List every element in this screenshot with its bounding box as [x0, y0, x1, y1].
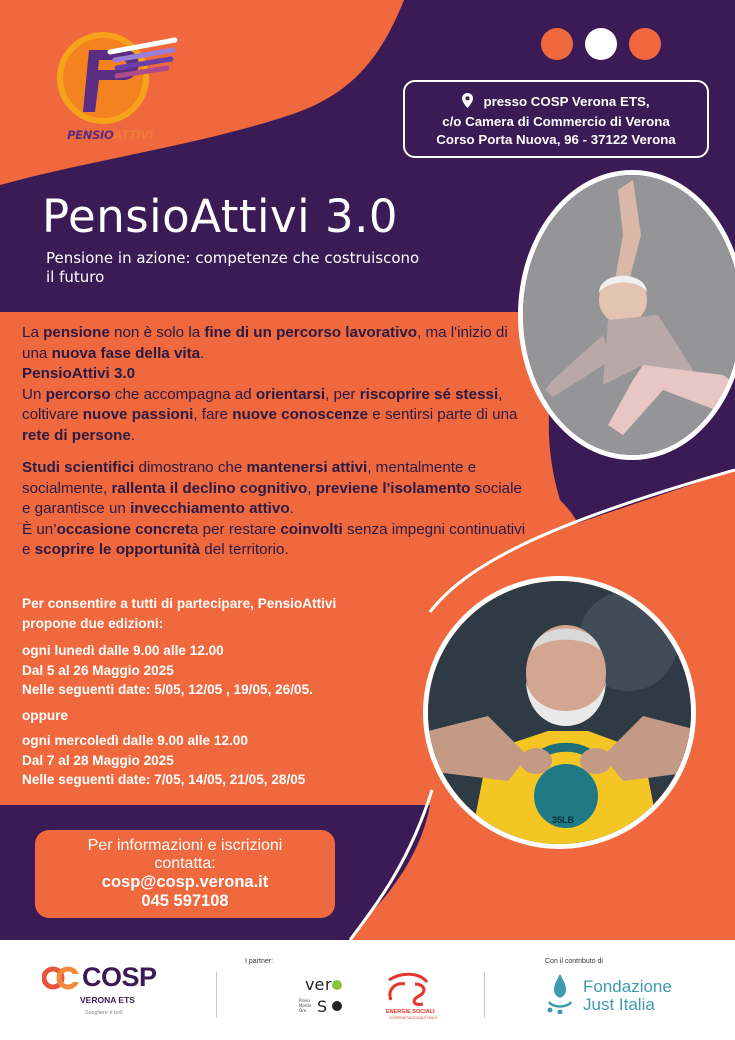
p3-segment: , coltivare	[22, 385, 503, 423]
p1-segment: non è solo la	[109, 324, 205, 341]
p3-segment: .	[130, 426, 136, 444]
svg-text:S: S	[317, 997, 328, 1016]
contact-line-2: contatta:	[154, 855, 216, 872]
p1-segment: nuova fase della vita	[51, 344, 201, 362]
p5-segment: occasione concret	[56, 520, 190, 538]
orange-dot	[629, 28, 661, 60]
p4-segment: .	[289, 500, 294, 517]
address-line-3: Corso Porta Nuova, 96 - 37122 Verona	[436, 132, 676, 147]
address-line-2: c/o Camera di Commercio di Verona	[442, 114, 670, 129]
photo-kettlebell-man	[423, 576, 696, 849]
address-box	[403, 80, 709, 158]
white-dot	[585, 28, 617, 60]
page-subtitle: Pensione in azione: competenze che costruiscono il futuro	[46, 249, 420, 286]
paragraph-title	[22, 364, 532, 385]
fondazione-icon	[545, 972, 575, 1018]
svg-text:COOPERATIVA SOCIALE ONLUS: COOPERATIVA SOCIALE ONLUS	[389, 1016, 437, 1020]
energie-sociali-logo	[381, 970, 437, 1020]
p4-segment: Studi scientifici	[22, 459, 135, 476]
p3-segment: orientarsi	[255, 385, 326, 403]
p4-segment: sociale e garantisce un	[22, 479, 522, 517]
verso-logo	[297, 970, 349, 1020]
p1-segment: pensione	[43, 324, 110, 341]
orange-dot	[541, 28, 573, 60]
partners-label: I partner:	[245, 958, 274, 965]
editions-intro-2: propone due edizioni:	[22, 615, 164, 631]
edition-2-day: ogni mercoledì dalle 9.00 alle 12.00	[22, 733, 248, 748]
p3-segment: riscoprire sé stessi	[359, 385, 499, 403]
p4-segment: invecchiamento attivo	[130, 500, 290, 517]
p3-segment: e sentirsi parte di una	[368, 406, 518, 423]
edition-2-range: Dal 7 al 28 Maggio 2025	[22, 752, 174, 768]
contact-email-link[interactable]: cosp@cosp.verona.it	[101, 873, 269, 891]
p3-segment: che accompagna ad	[110, 385, 256, 403]
p4-segment: rallenta il declino cognitivo	[111, 479, 308, 497]
paragraph-pensione	[22, 323, 532, 364]
photo-yoga-woman	[518, 170, 735, 460]
edition-1-dates: Nelle seguenti date: 5/05, 12/05 , 19/05, 26/05.	[22, 682, 313, 697]
editions-block	[22, 594, 442, 790]
address-line-1: presso COSP Verona ETS,	[483, 94, 650, 109]
svg-text:ve: ve	[305, 975, 325, 994]
p1-segment: , ma l'inizio di una	[22, 324, 508, 362]
contact-phone[interactable]: 045 597108	[141, 892, 229, 910]
p5-segment: coinvolti	[280, 520, 343, 538]
editions-oppure: oppure	[22, 707, 69, 723]
svg-text:Piano: Piano	[299, 998, 310, 1003]
map-pin-icon	[462, 93, 473, 113]
p3-segment: nuove passioni	[82, 406, 194, 423]
p1-segment: La	[22, 324, 44, 341]
logo-wordmark: PENSIOATTIVI	[67, 128, 153, 142]
paragraph-percorso	[22, 385, 532, 447]
paragraph-studi	[22, 458, 532, 520]
footer	[0, 940, 735, 1040]
p3-segment: Un	[22, 385, 46, 403]
svg-text:r: r	[325, 975, 332, 994]
edition-2-dates: Nelle seguenti date: 7/05, 14/05, 21/05, 28/05	[22, 772, 306, 787]
p5-segment: del territorio.	[200, 541, 289, 558]
p1-segment: .	[200, 344, 205, 362]
svg-text:Monte: Monte	[299, 1003, 312, 1008]
contrib-label: Con il contributo di	[545, 958, 603, 965]
cosp-logo	[42, 966, 82, 994]
body-text	[22, 323, 532, 561]
contact-line-1: Per informazioni e iscrizioni	[87, 837, 283, 854]
p3-segment: nuove conoscenze	[232, 406, 369, 423]
p4-segment: ,	[307, 479, 316, 497]
paragraph-occasione	[22, 520, 532, 561]
cosp-tagline: Scegliere è poll	[85, 1010, 123, 1016]
p5-segment: scoprire le opportunità	[34, 541, 201, 558]
cosp-sub: VERONA ETS	[80, 995, 135, 1005]
p4-segment: dimostrano che	[134, 459, 247, 476]
cosp-name: COSP	[82, 962, 157, 992]
p2-segment: PensioAttivi 3.0	[22, 365, 136, 382]
p3-segment: , per	[325, 385, 360, 403]
svg-text:ENERGIE SOCIALI: ENERGIE SOCIALI	[386, 1009, 435, 1015]
p3-segment: percorso	[45, 385, 111, 403]
p5-segment: a per restare	[190, 520, 281, 538]
svg-text:Ore: Ore	[299, 1008, 307, 1013]
edition-1-range: Dal 5 al 26 Maggio 2025	[22, 662, 174, 678]
p4-segment: mantenersi attivi	[246, 459, 368, 476]
p5-segment: È un’	[22, 520, 57, 538]
edition-1-day: ogni lunedì dalle 9.00 alle 12.00	[22, 643, 224, 658]
p1-segment: fine di un percorso lavorativo	[204, 324, 418, 341]
fondazione-name: Fondazione Just Italia	[583, 977, 672, 1014]
kettlebell-label: 35LB	[552, 815, 575, 825]
page-title: PensioAttivi 3.0	[42, 190, 399, 243]
editions-intro-1: Per consentire a tutti di partecipare, PensioAttivi	[22, 596, 337, 611]
p4-segment: previene l'isolamento	[315, 479, 471, 497]
decorative-dots	[541, 28, 661, 60]
p5-segment: senza impegni continuativi e	[22, 520, 526, 558]
contact-box	[35, 830, 335, 918]
p4-segment: , mentalmente e socialmente,	[22, 459, 477, 497]
p3-segment: , fare	[193, 406, 233, 423]
footer-divider	[484, 972, 485, 1018]
footer-divider	[216, 972, 217, 1018]
p3-segment: rete di persone	[22, 426, 131, 444]
